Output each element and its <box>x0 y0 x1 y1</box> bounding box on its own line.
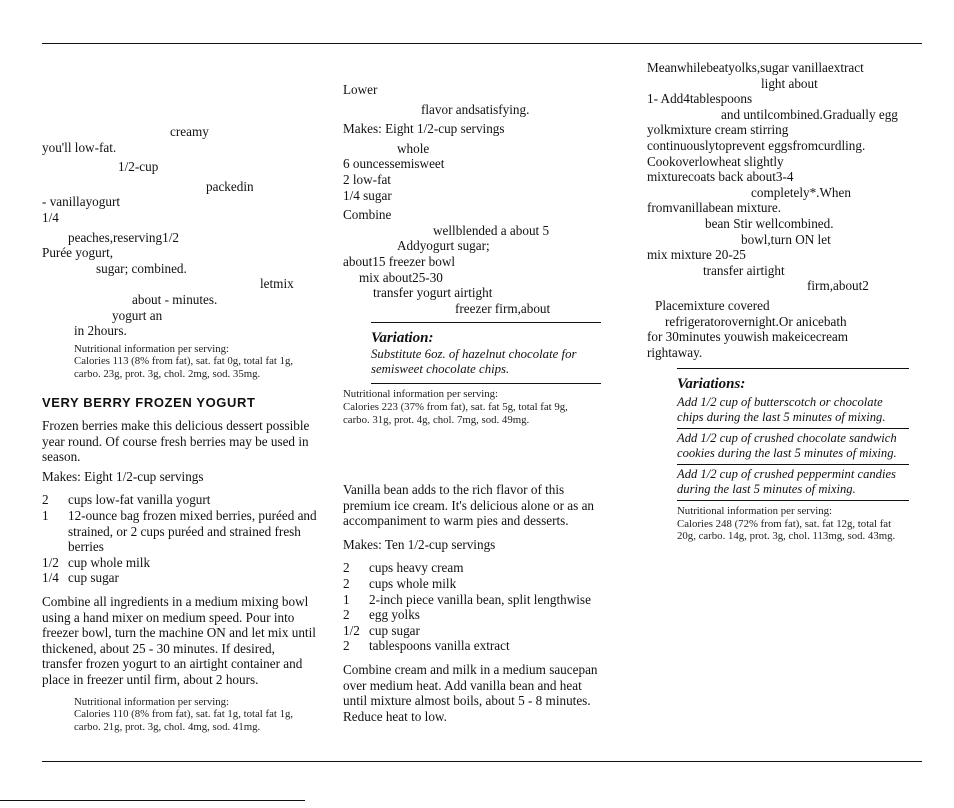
nutrition-line: Nutritional information per serving: <box>74 342 230 355</box>
nutrition-line: carbo. 21g, prot. 3g, chol. 4mg, sod. 41mg. <box>74 720 261 733</box>
variation-box <box>371 322 601 384</box>
text-line: fromvanillabean mixture. <box>647 200 782 216</box>
text-line: sugar; combined. <box>96 260 187 276</box>
text-line: creamy <box>170 124 209 139</box>
recipe-intro: Frozen berries make this delicious dessert possible year round. Of course fresh berries may be used in season. <box>42 418 310 465</box>
text-line: flavor andsatisfying. <box>421 101 530 117</box>
text-line: you'll low-fat. <box>42 139 117 155</box>
variation-text: Substitute 6oz. of hazelnut chocolate for semisweet chocolate chips. <box>371 347 601 384</box>
ingredient-text: 12-ounce bag frozen mixed berries, puréed and strained, or 2 cups puréed and strained fresh berries <box>68 508 317 555</box>
text-line: freezer firm,about <box>455 300 551 316</box>
ingredient <box>42 508 317 555</box>
text-line: whole <box>397 140 430 156</box>
nutrition-line: Nutritional information per serving: <box>343 388 499 401</box>
text-line: and untilcombined.Gradually egg <box>721 106 898 122</box>
column-1 <box>42 68 317 733</box>
text-line: Placemixture covered <box>655 297 770 313</box>
text-line: completely*.When <box>751 184 851 200</box>
text-line: wellblended a about 5 <box>433 222 550 238</box>
recipe-directions: Combine all ingredients in a medium mixing bowl using a hand mixer on medium speed. Pour into freezer bowl, turn the machine ON and let mix until thickened, about 25 - 30 minutes. If desired, transfer frozen yogurt to an airtight container and place in freezer until firm, about 2 hours. <box>42 594 316 687</box>
nutrition-line: carbo. 23g, prot. 3g, chol. 2mg, sod. 35mg. <box>74 367 261 380</box>
variation-item: Add 1/2 cup of crushed chocolate sandwich cookies during the last 5 minutes of mixing. <box>677 429 909 465</box>
nutrition-line: Calories 110 (8% from fat), sat. fat 1g, total fat 1g, <box>74 708 294 721</box>
ingredient-qty: 2 <box>343 560 350 576</box>
ingredient <box>343 592 605 608</box>
text-line: bowl,turn ON let <box>741 231 831 247</box>
ingredient <box>343 607 605 623</box>
text-line: in 2hours. <box>74 323 127 339</box>
text-line: firm,about2 <box>807 278 869 294</box>
ingredient-text: cup sugar <box>68 570 119 586</box>
text-line: 1/4 sugar <box>343 187 392 203</box>
ingredient <box>42 492 317 508</box>
nutrition-info <box>74 343 317 381</box>
ingredient <box>343 576 605 592</box>
ingredient-qty: 1 <box>42 508 49 524</box>
column-3 <box>647 60 922 543</box>
text-line: Purée yogurt, <box>42 245 114 261</box>
recipe-directions: Combine cream and milk in a medium saucepan over medium heat. Add vanilla bean and heat until mixture almost boils, about 5 - 8 minutes. <box>343 662 598 709</box>
recipe-makes: Makes: Ten 1/2-cup servings <box>343 536 496 552</box>
ingredient <box>343 623 605 639</box>
nutrition-line: 20g, carbo. 14g, prot. 3g, chol. 113mg, sod. 43mg. <box>677 530 896 543</box>
text-line: transfer yogurt airtight <box>373 285 493 301</box>
text-line: continuouslytoprevent eggsfromcurdling. <box>647 137 866 153</box>
text-line: transfer airtight <box>703 262 785 278</box>
ingredient-qty: 1 <box>343 591 350 607</box>
ingredient <box>42 555 317 571</box>
ingredient-qty: 2 <box>343 638 350 654</box>
recipe-makes: Makes: Eight 1/2-cup servings <box>42 468 204 484</box>
text-line: Lower <box>343 82 378 97</box>
top-rule <box>42 43 922 44</box>
nutrition-line: Calories 113 (8% from fat), sat. fat 0g, total fat 1g, <box>74 355 294 368</box>
ingredient-text: cups whole milk <box>369 576 457 592</box>
ingredient-text: cup whole milk <box>68 554 151 570</box>
variation-heading: Variation: <box>371 330 434 347</box>
text-line: about15 freezer bowl <box>343 253 456 269</box>
nutrition-line: Nutritional information per serving: <box>677 505 833 518</box>
text-line: mix mixture 20-25 <box>647 247 746 263</box>
text-line: mix about25-30 <box>359 269 443 285</box>
text-line: 1/2-cup <box>118 159 159 175</box>
ingredient-qty: 2 <box>42 492 49 508</box>
text-line: peaches,reserving1/2 <box>68 229 179 245</box>
nutrition-line: Nutritional information per serving: <box>74 695 230 708</box>
text-line: mixturecoats back about3-4 <box>647 169 794 185</box>
bottom-rule <box>42 761 922 762</box>
ingredient-text: 2-inch piece vanilla bean, split lengthwise <box>369 591 591 607</box>
text-line: 1- Add4tablespoons <box>647 91 753 107</box>
nutrition-line: carbo. 31g, prot. 4g, chol. 7mg, sod. 49mg. <box>343 413 530 426</box>
ingredient <box>343 638 605 654</box>
text-line: rightaway. <box>647 344 703 360</box>
text-line: Meanwhilebeatyolks,sugar vanillaextract <box>647 60 864 75</box>
text-line: yolkmixture cream stirring <box>647 122 789 138</box>
ingredient-qty: 1/2 <box>42 554 59 570</box>
ingredient-qty: 1/2 <box>343 622 360 638</box>
nutrition-info <box>677 505 922 543</box>
nutrition-line: Calories 248 (72% from fat), sat. fat 12g, total fat <box>677 517 892 530</box>
variation-item: Add 1/2 cup of crushed peppermint candies during the last 5 minutes of mixing. <box>677 465 909 501</box>
nutrition-line: Calories 223 (37% from fat), sat. fat 5g, total fat 9g, <box>343 400 568 413</box>
text-line: refrigeratorovernight.Or anicebath <box>665 313 847 329</box>
text-line: - vanillayogurt <box>42 194 121 210</box>
footnote-rule <box>0 800 305 801</box>
variation-item: Add 1/2 cup of butterscotch or chocolate chips during the last 5 minutes of mixing. <box>677 393 909 429</box>
column-2 <box>343 78 605 724</box>
ingredient-qty: 2 <box>343 607 350 623</box>
ingredient-text: cups low-fat vanilla yogurt <box>68 492 211 508</box>
text-line: about - minutes. <box>132 291 218 307</box>
text-line: letmix <box>260 276 294 292</box>
recipe-intro: Vanilla bean adds to the rich flavor of this premium ice cream. It's delicious alone or as an accompaniment to warm pies and desserts. <box>343 482 595 529</box>
nutrition-info <box>74 696 317 734</box>
recipe-title: VERY BERRY FROZEN YOGURT <box>42 394 256 410</box>
variations-box <box>677 368 909 501</box>
text-line: for 30minutes youwish makeicecream <box>647 329 849 345</box>
ingredient-qty: 1/4 <box>42 570 59 586</box>
ingredient-text: cup sugar <box>369 622 420 638</box>
ingredient-text: cups heavy cream <box>369 560 464 576</box>
ingredient <box>42 570 317 586</box>
text-line: 2 low-fat <box>343 171 391 187</box>
text-line: Combine <box>343 207 392 223</box>
ingredient <box>343 560 605 576</box>
text-line: 6 ouncessemisweet <box>343 156 445 172</box>
text-line: 1/4 <box>42 209 59 225</box>
variations-heading: Variations: <box>677 376 746 393</box>
ingredient-text: egg yolks <box>369 607 420 623</box>
text-line: packedin <box>206 178 254 194</box>
text-line: light about <box>761 75 818 91</box>
text-line: Addyogurt sugar; <box>397 238 490 254</box>
recipe-directions-cont: Reduce heat to low. <box>343 708 447 724</box>
text-line: Cookoverlowheat slightly <box>647 153 784 169</box>
ingredient-text: tablespoons vanilla extract <box>369 638 510 654</box>
nutrition-info <box>343 388 605 426</box>
text-line: bean Stir wellcombined. <box>705 215 834 231</box>
ingredient-qty: 2 <box>343 576 350 592</box>
text-line: yogurt an <box>112 307 163 323</box>
text-line: Makes: Eight 1/2-cup servings <box>343 121 505 137</box>
